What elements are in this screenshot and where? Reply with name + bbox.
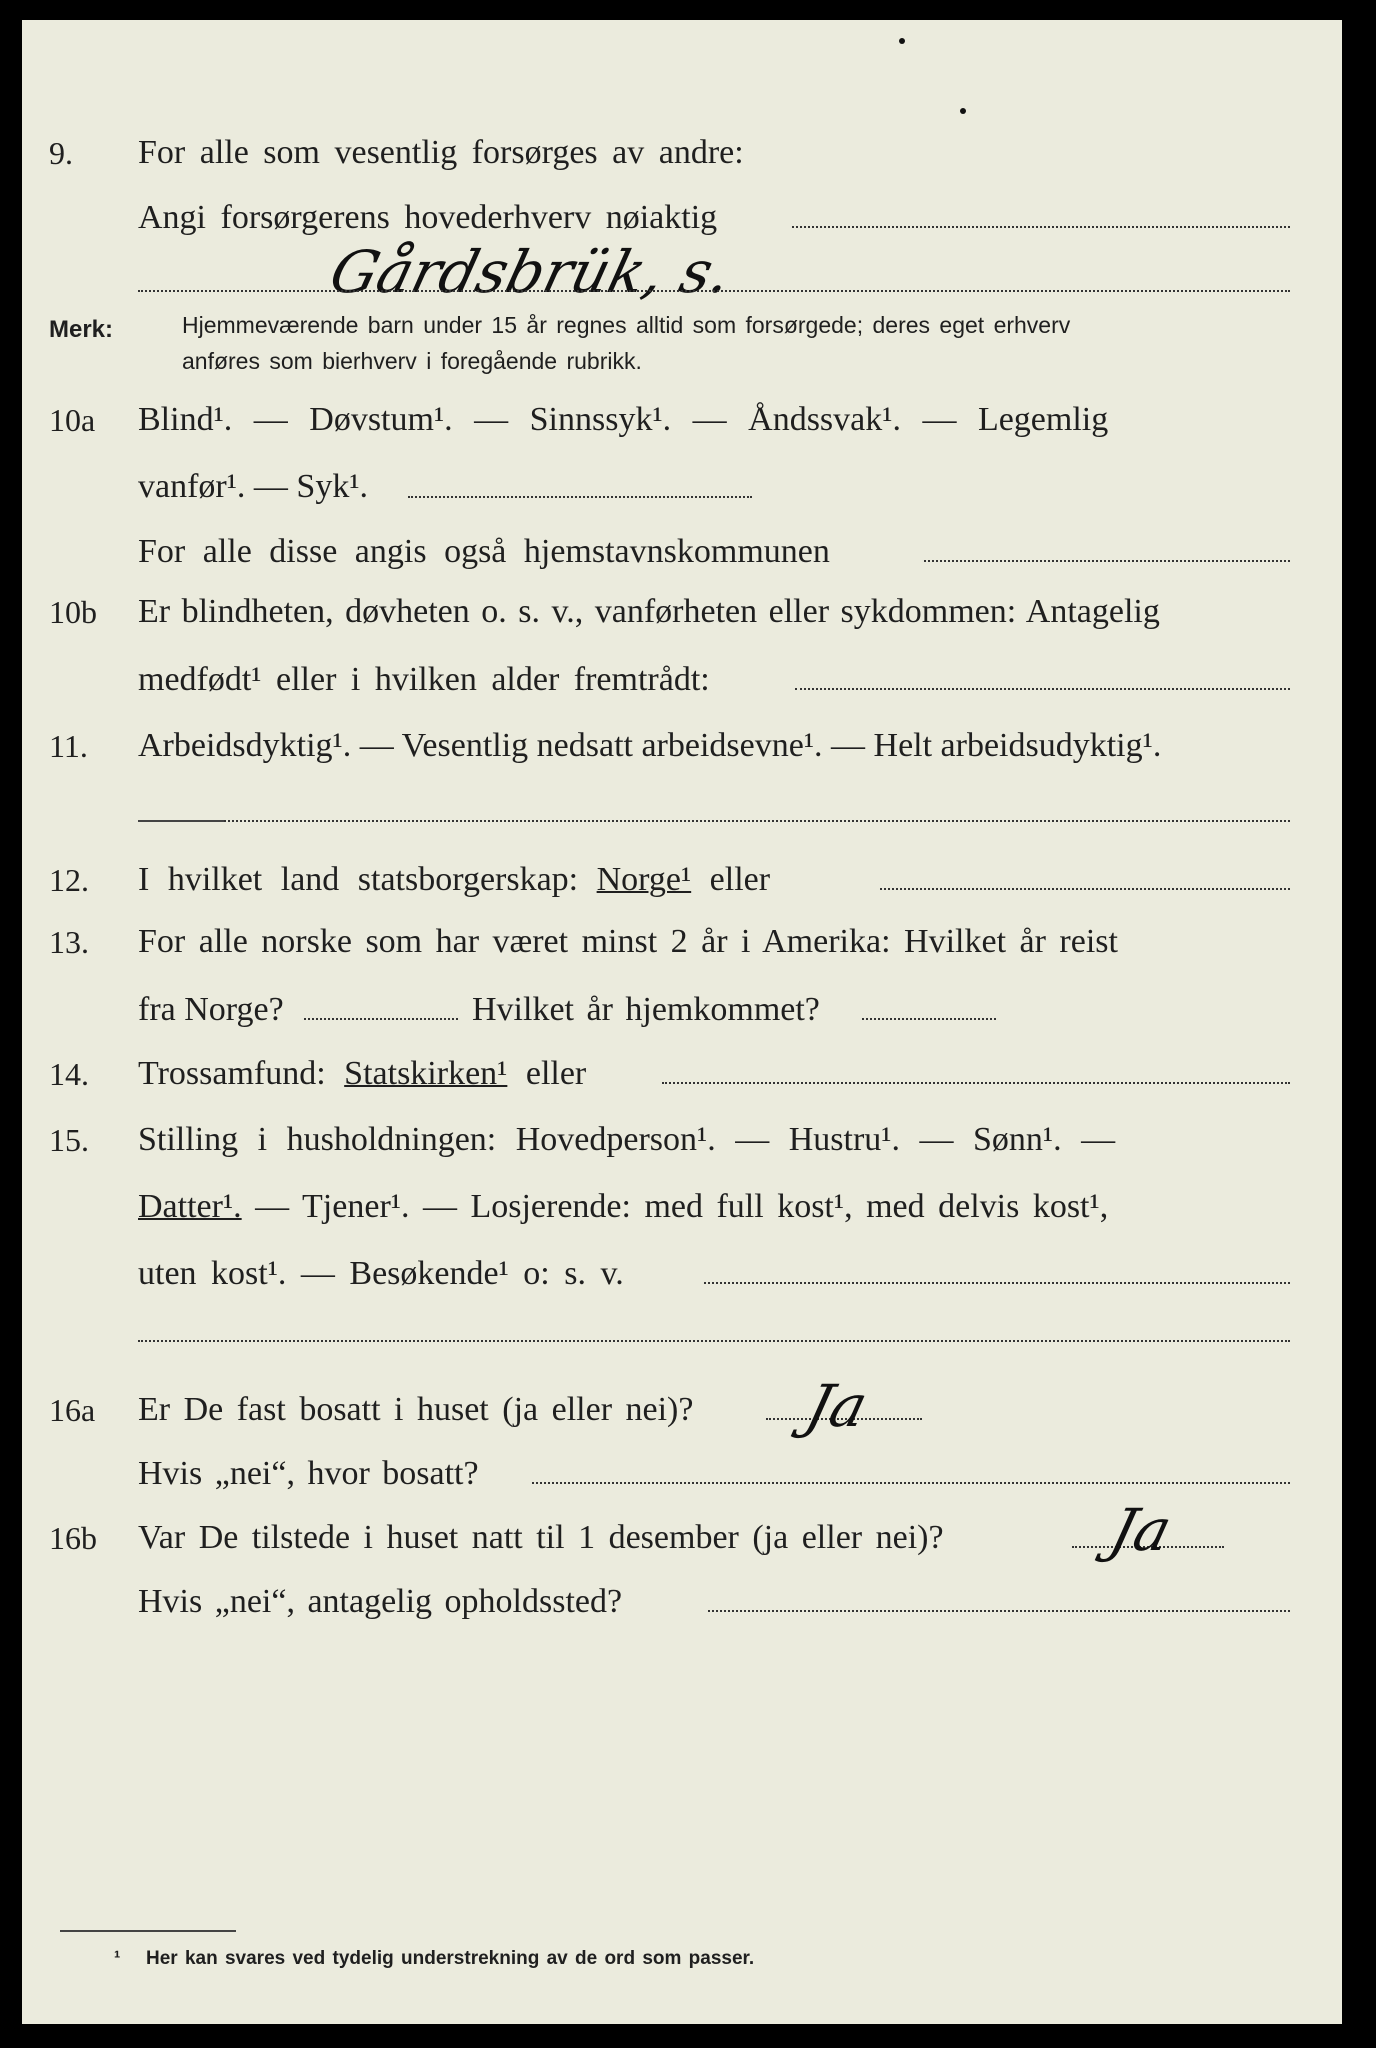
q9-answer-line-2 (138, 290, 1290, 292)
q13-number: 13. (49, 924, 89, 960)
q10b-line-1: Er blindheten, døvheten o. s. v., vanførheten eller sykdommen: Antagelig (138, 593, 1160, 630)
q12-option-norge: Norge¹ (596, 861, 692, 898)
census-form-page (22, 20, 1342, 2024)
q10b-line-2: medfødt¹ eller i hvilken alder fremtrådt: (138, 661, 710, 698)
q10a-kommune-line (924, 560, 1290, 562)
q11-answer-dash (138, 820, 224, 822)
q15-extra-line (138, 1340, 1290, 1342)
q12-line (138, 860, 770, 900)
q9-instruction: Angi forsørgerens hovederhverv nøiaktig (138, 199, 718, 236)
q15-number: 15. (49, 1122, 89, 1158)
q15-line-1: Stilling i husholdningen: Hovedperson¹. — Hustru¹. — Sønn¹. — (138, 1121, 1116, 1158)
q10a-number: 10a (49, 402, 96, 438)
q12-answer-line (880, 888, 1290, 890)
q16b-opholdssted-line (708, 1610, 1290, 1612)
q14-answer-line (662, 1082, 1290, 1084)
footnote-rule (60, 1930, 236, 1932)
q16b-number: 16b (49, 1520, 97, 1556)
q10a-line-3: For alle disse angis også hjemstavnskommunen (138, 533, 830, 570)
ink-speck (899, 38, 905, 44)
merk-note-line-1: Hjemmeværende barn under 15 år regnes alltid som forsørgede; deres eget erhverv (182, 312, 1071, 338)
q13-hjemkommet-label: Hvilket år hjemkommet? (472, 991, 820, 1028)
q11-line-1: Arbeidsdyktig¹. — Vesentlig nedsatt arbeidsevne¹. — Helt arbeidsudyktig¹. (138, 727, 1162, 764)
q14-number: 14. (49, 1056, 89, 1092)
q15-line-2 (138, 1187, 1108, 1227)
q13-reist-line (304, 1018, 458, 1020)
q16a-line-1: Er De fast bosatt i huset (ja eller nei)? (138, 1391, 694, 1428)
q9-number: 9. (49, 135, 73, 171)
q16b-line-2: Hvis „nei“, antagelig opholdssted? (138, 1583, 623, 1620)
q16b-line-1: Var De tilstede i huset natt til 1 desember (ja eller nei)? (138, 1519, 944, 1556)
q15-line-3: uten kost¹. — Besøkende¹ o: s. v. (138, 1255, 624, 1292)
q10a-line-1: Blind¹. — Døvstum¹. — Sinnssyk¹. — Åndssvak¹. — Legemlig (138, 401, 1109, 438)
ink-speck (960, 108, 966, 114)
q16a-bosatt-line (532, 1482, 1290, 1484)
q9-answer-line-1 (792, 226, 1290, 228)
q10a-syk-line (408, 496, 752, 498)
q12-number: 12. (49, 862, 89, 898)
q14-option-statskirken: Statskirken¹ (344, 1055, 508, 1092)
merk-note-line-2: anføres som bierhverv i foregående rubrikk. (182, 348, 642, 374)
q14-prefix: Trossamfund: (138, 1055, 326, 1092)
q15-line-2-rest: — Tjener¹. — Losjerende: med full kost¹, med delvis kost¹, (255, 1188, 1109, 1225)
q12-prefix: I hvilket land statsborgerskap: (138, 861, 579, 898)
merk-label: Merk: (49, 316, 114, 343)
footnote-mark: ¹ (114, 1948, 121, 1969)
q15-answer-line (704, 1282, 1290, 1284)
q16a-line-2: Hvis „nei“, hvor bosatt? (138, 1455, 479, 1492)
q10a-line-2: vanfør¹. — Syk¹. (138, 468, 369, 505)
q13-reist-label: fra Norge? (138, 991, 284, 1028)
q13-line-1: For alle norske som har været minst 2 år i Amerika: Hvilket år reist (138, 923, 1118, 960)
q14-suffix: eller (525, 1055, 587, 1092)
q9-handwritten-answer: Gårdsbrük, s. (323, 238, 739, 306)
q13-hjemkommet-line (862, 1018, 996, 1020)
footnote-text: Her kan svares ved tydelig understrekning av de ord som passer. (146, 1948, 755, 1969)
q9-question: For alle som vesentlig forsørges av andre: (138, 134, 744, 171)
q10b-number: 10b (49, 594, 97, 630)
q15-option-datter: Datter¹. (138, 1188, 242, 1225)
q14-line (138, 1054, 586, 1094)
q16b-handwritten-answer: Ja (1103, 1496, 1179, 1564)
q12-suffix: eller (709, 861, 771, 898)
q11-answer-line (224, 820, 1290, 822)
q11-number: 11. (49, 728, 88, 764)
q16a-handwritten-answer: Ja (799, 1372, 875, 1440)
q16a-number: 16a (49, 1392, 96, 1428)
q10b-answer-line (795, 688, 1290, 690)
